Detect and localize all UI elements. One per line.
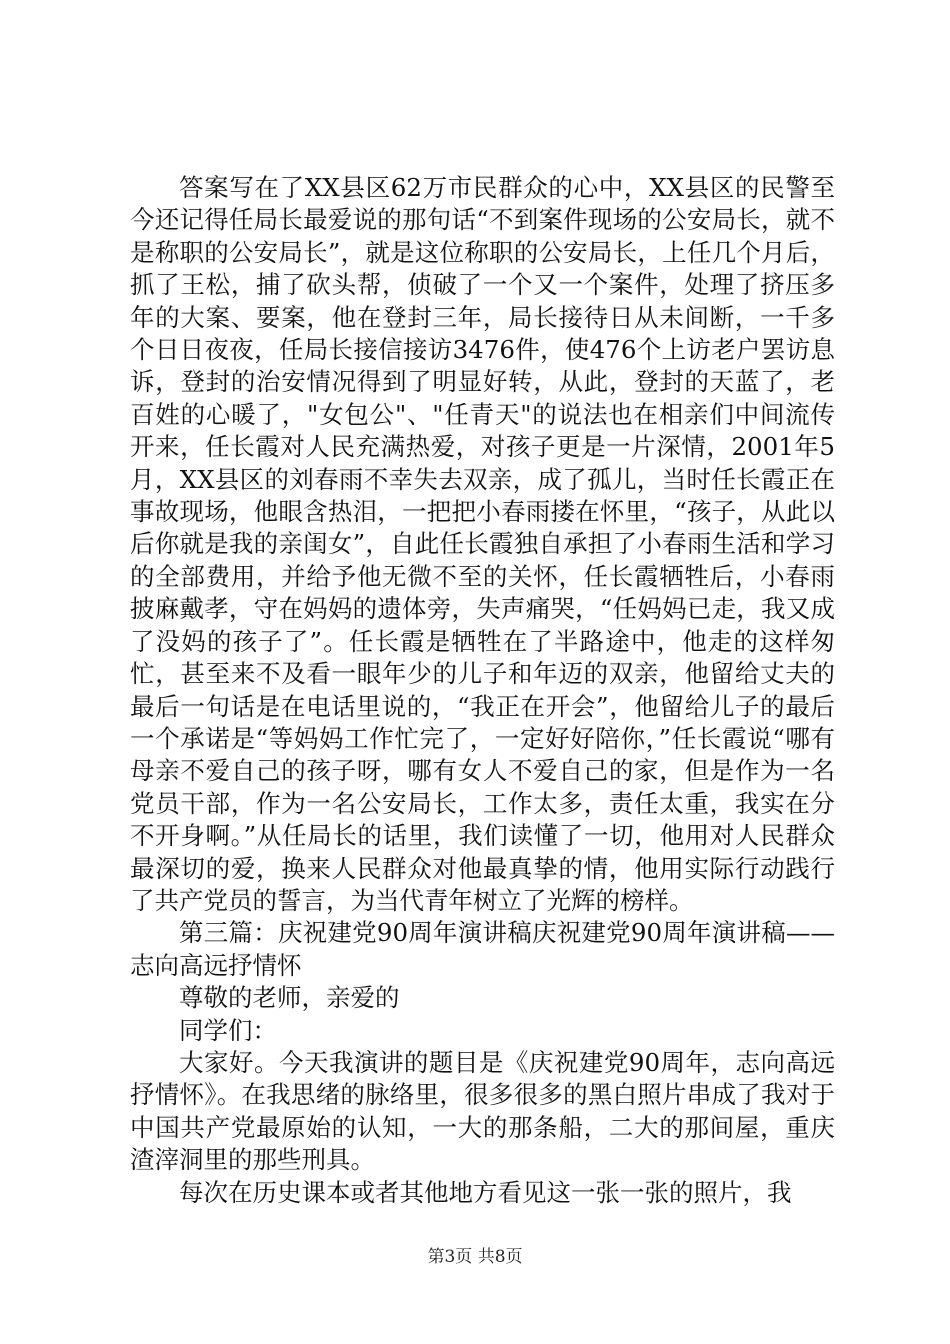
page-number-footer: 第3页 共8页 bbox=[427, 1247, 523, 1267]
body-paragraph: 每次在历史课本或者其他地方看见这一张一张的照片，我 bbox=[179, 1177, 792, 1207]
document-body bbox=[130, 172, 835, 1209]
section-heading: 第三篇：庆祝建党90周年演讲稿庆祝建党90周年演讲稿——志向高远抒情怀 bbox=[130, 918, 835, 980]
body-paragraph: 大家好。今天我演讲的题目是《庆祝建党90周年，志向高远抒情怀》。在我思绪的脉络里，很多很多的黑白照片串成了我对于中国共产党最原始的认知，一大的那条船，二大的那间屋，重庆渣滓洞里的那些刑具。 bbox=[130, 1047, 835, 1175]
salutation-line: 尊敬的老师，亲爱的 bbox=[179, 983, 400, 1013]
salutation-line: 同学们： bbox=[179, 1015, 277, 1045]
body-paragraph: 答案写在了XX县区62万市民群众的心中，XX县区的民警至今还记得任局长最爱说的那句话“不到案件现场的公安局长，就不是称职的公安局长”，就是这位称职的公安局长，上任几个月后，抓了王松，捕了砍头帮，侦破了一个又一个案件，处理了挤压多年的大案、要案，他在登封三年，局长接待日从未间断，一千多个日日夜夜，任局长接信接访3476件，使476个上访老户罢访息诉，登封的治安情况得到了明显好转，从此，登封的天蓝了，老百姓的心暖了，"女包公"、"任青天"的说法也在相亲们中间流传开来，任长霞对人民充满热爱，对孩子更是一片深情，2001年5月，XX县区的刘春雨不幸失去双亲，成了孤儿，当时任长霞正在事故现场，他眼含热泪，一把把小春雨搂在怀里，“孩子，从此以后你就是我的亲闺女”，自此任长霞独自承担了小春雨生活和学习的全部费用，并给予他无微不至的关怀，任长霞牺牲后，小春雨披麻戴孝，守在妈妈的遗体旁，失声痛哭，“任妈妈已走，我又成了没妈的孩子了”。任长霞是牺牲在了半路途中，他走的这样匆忙，甚至来不及看一眼年少的儿子和年迈的双亲，他留给丈夫的最后一句话是在电话里说的，“我正在开会”，他留给儿子的最后一个承诺是“等妈妈工作忙完了，一定好好陪你，”任长霞说“哪有母亲不爱自己的孩子呀，哪有女人不爱自己的家，但是作为一名党员干部，作为一名公安局长，工作太多，责任太重，我实在分不开身啊。”从任局长的话里，我们读懂了一切，他用对人民群众最深切的爱，换来人民群众对他最真挚的情，他用实际行动践行了共产党员的誓言，为当代青年树立了光辉的榜样。 bbox=[130, 173, 835, 915]
